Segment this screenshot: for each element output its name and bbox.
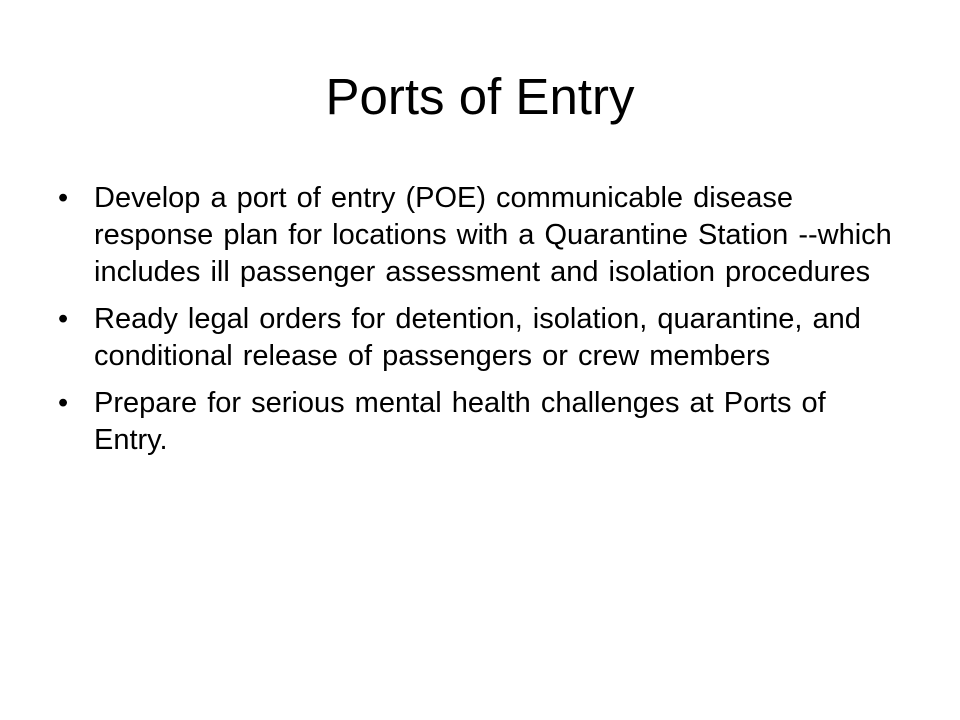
bullet-icon: • [58, 303, 69, 335]
bullet-icon: • [58, 387, 69, 419]
bullet-icon: • [58, 182, 69, 214]
bullet-text: Develop a port of entry (POE) communicable disease response plan for locations with a Quarantine Station --which includes ill passenger assessment and isolation procedures [94, 182, 892, 288]
slide-title: Ports of Entry [325, 68, 635, 125]
bullet-item [58, 301, 898, 375]
bullet-list [58, 180, 898, 469]
bullet-text: Ready legal orders for detention, isolation, quarantine, and conditional release of passengers or crew members [94, 303, 861, 372]
bullet-item [58, 180, 898, 291]
bullet-text: Prepare for serious mental health challenges at Ports of Entry. [94, 387, 826, 456]
bullet-item [58, 385, 898, 459]
